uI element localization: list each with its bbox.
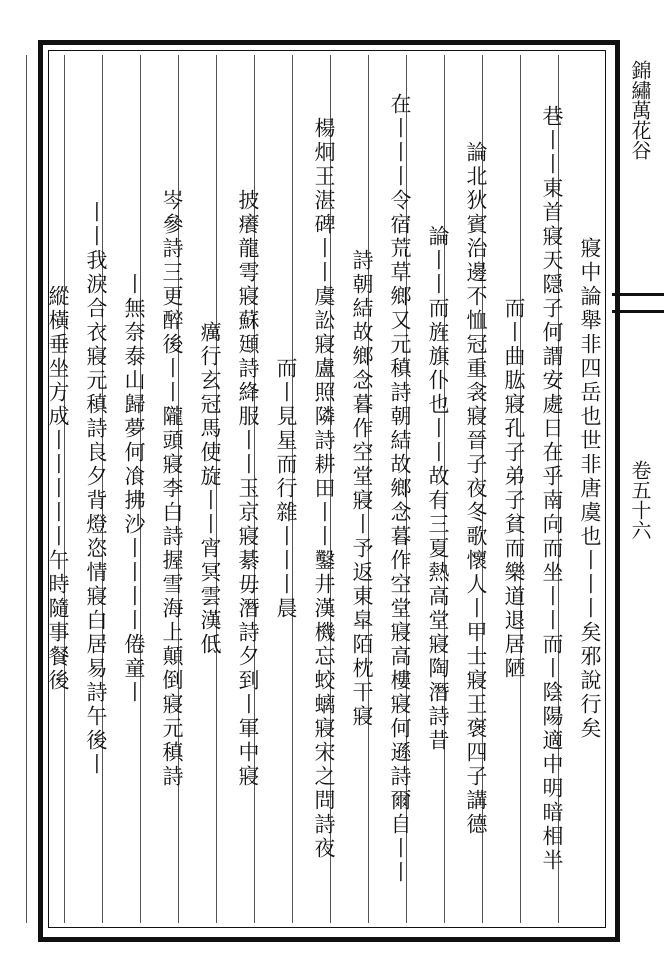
text-column: 癘行玄冠馬使旋丨丨宵冥雲漢低 xyxy=(198,321,222,657)
text-column: 丨無奈泰山歸夢何飡拂沙丨丨丨丨倦童丨 xyxy=(122,273,146,705)
margin-book-title: 錦繡萬花谷 xyxy=(628,60,652,160)
text-column: 寢中論舉非四岳也世非唐虞也丨丨丨矣邪說行矣 xyxy=(578,237,602,741)
text-column: 而丨見星而行雜丨丨丨晨 xyxy=(274,357,298,621)
margin-header xyxy=(620,60,660,540)
text-column: 岑參詩三更醉後丨丨隴頭寢李白詩握雪海上顛倒寢元稹詩 xyxy=(160,189,184,789)
text-column: 楊炯王湛碑丨丨虞訟寢盧照隣詩耕田丨丨鑿井漢機忘蛟螭寢宋之問詩夜 xyxy=(312,117,336,861)
text-column: 縱橫垂坐方成丨丨丨丨丨午時隨事餐後 xyxy=(46,285,70,693)
text-column: 披癢龍雩寢蘇頲詩絳服丨丨玉京寢綦毋潛詩夕到丨軍中寢 xyxy=(236,189,260,789)
text-column: 詩朝結故鄉念暮作空堂寢丨予返東皐陌枕干寢 xyxy=(350,249,374,729)
text-column: 而丨曲肱寢孔子弟子貧而樂道退居陋 xyxy=(502,297,526,681)
column-rule xyxy=(26,55,27,923)
margin-volume: 卷五十六 xyxy=(628,460,652,540)
text-column: 論丨丨而旌旗仆也丨丨故有三夏熱高堂寢陶潛詩昔 xyxy=(426,225,450,753)
text-column: 巷丨丨東首寢天隠子何謂安處日在乎南向而坐丨丨而丨陰陽適中明暗相半 xyxy=(540,105,564,873)
text-column: 論北狄賓治邊不恤冠重衾寢晉子夜冬歌懷人丨甲士寢王褒四子講德 xyxy=(464,141,488,837)
text-column: 丨丨我淚合衣寢元稹詩良夕背燈恣情寢白居易詩午後丨 xyxy=(84,201,108,777)
text-column: 在丨丨丨令宿荒草鄉又元稹詩朝結故鄉念暮作空堂寢高樓寢何遜詩爾自丨丨 xyxy=(388,93,412,885)
